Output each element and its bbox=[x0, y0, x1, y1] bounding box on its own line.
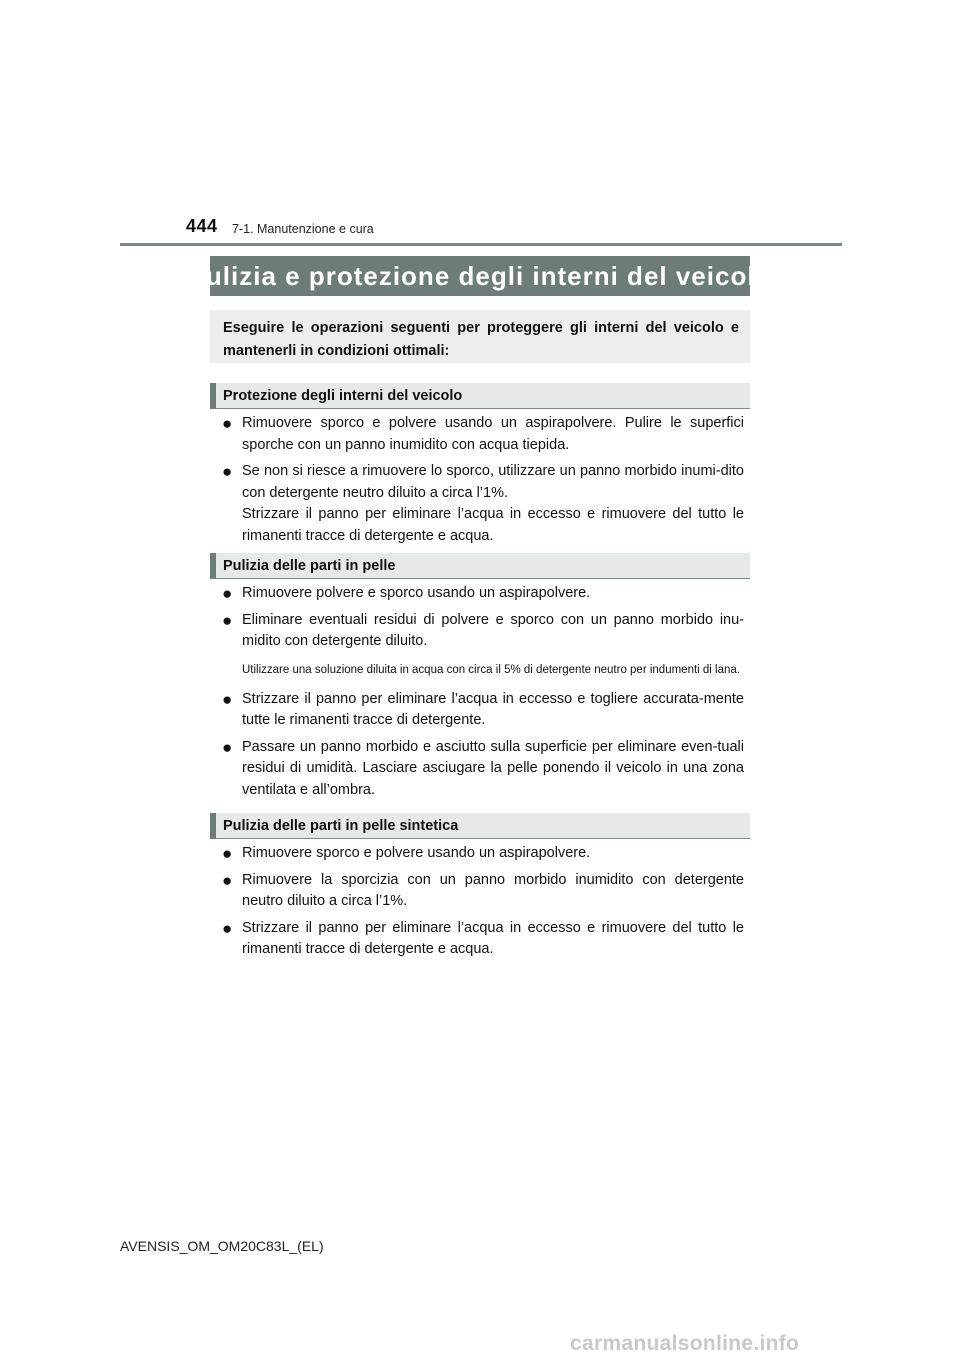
footer-code: AVENSIS_OM_OM20C83L_(EL) bbox=[120, 1238, 324, 1254]
bullet-icon: ● bbox=[222, 737, 233, 757]
section-list-pelle bbox=[222, 583, 744, 806]
list-item-text: Passare un panno morbido e asciutto sulla superficie per eliminare even-tuali residui di umidità. Lasciare asciugare la pelle ponendo il veicolo in una zona ventilata e all’ombra. bbox=[242, 738, 744, 798]
section-list-protezione bbox=[222, 413, 744, 552]
section-heading-pelle-sintetica: Pulizia delle parti in pelle sintetica bbox=[210, 813, 750, 839]
bullet-icon: ● bbox=[222, 844, 233, 863]
running-header: 7-1. Manutenzione e cura bbox=[232, 222, 374, 236]
list-item-text: Se non si riesce a rimuovere lo sporco, utilizzare un panno morbido inumi-dito con detergente neutro diluito a circa l’1%. bbox=[242, 463, 744, 501]
list-item bbox=[222, 413, 744, 456]
bullet-icon: ● bbox=[222, 462, 233, 481]
note-text: Utilizzare una soluzione diluita in acqua con circa il 5% di detergente neutro per indumenti di lana. bbox=[242, 663, 740, 676]
list-item bbox=[222, 689, 744, 732]
section-heading-pelle: Pulizia delle parti in pelle bbox=[210, 553, 750, 579]
bullet-icon: ● bbox=[222, 414, 233, 433]
list-item-continuation: Strizzare il panno per eliminare l’acqua in eccesso e rimuovere del tutto le rimanenti tracce di detergente e acqua. bbox=[242, 506, 744, 544]
bullet-icon: ● bbox=[222, 584, 233, 603]
list-item bbox=[222, 583, 744, 605]
list-item bbox=[222, 918, 744, 961]
watermark: carmanualsonline.info bbox=[570, 1332, 800, 1355]
list-item bbox=[222, 843, 744, 865]
list-item-text: Strizzare il panno per eliminare l’acqua in eccesso e togliere accurata-mente tutte le rimanenti tracce di detergente. bbox=[242, 690, 744, 728]
bullet-icon: ● bbox=[222, 918, 233, 938]
list-item-text: Rimuovere sporco e polvere usando un aspirapolvere. Pulire le superfici sporche con un panno inumidito con acqua tiepida. bbox=[242, 415, 744, 453]
header-rule bbox=[120, 243, 842, 246]
section-heading-protezione: Protezione degli interni del veicolo bbox=[210, 383, 750, 409]
bullet-icon: ● bbox=[222, 610, 233, 630]
bullet-icon: ● bbox=[222, 870, 233, 890]
list-item bbox=[222, 870, 744, 913]
list-item bbox=[222, 461, 744, 547]
list-item bbox=[222, 737, 744, 802]
bullet-icon: ● bbox=[222, 689, 233, 709]
section-list-pelle-sintetica bbox=[222, 843, 744, 966]
page-title: Pulizia e protezione degli interni del veicolo bbox=[210, 256, 750, 296]
list-item-text: Rimuovere polvere e sporco usando un aspirapolvere. bbox=[242, 585, 591, 601]
list-item-text: Rimuovere sporco e polvere usando un aspirapolvere. bbox=[242, 845, 591, 861]
list-item-text: Rimuovere la sporcizia con un panno morbido inumidito con detergente neutro diluito a circa l’1%. bbox=[242, 871, 744, 909]
page-number: 444 bbox=[186, 216, 218, 236]
list-item-text: Eliminare eventuali residui di polvere e sporco con un panno morbido inu-midito con detergente diluito. bbox=[242, 611, 744, 649]
list-item bbox=[222, 610, 744, 653]
intro-box: Eseguire le operazioni seguenti per proteggere gli interni del veicolo e mantenerli in condizioni ottimali: bbox=[210, 310, 750, 363]
list-item-text: Strizzare il panno per eliminare l’acqua in eccesso e rimuovere del tutto le rimanenti tracce di detergente e acqua. bbox=[242, 919, 744, 957]
